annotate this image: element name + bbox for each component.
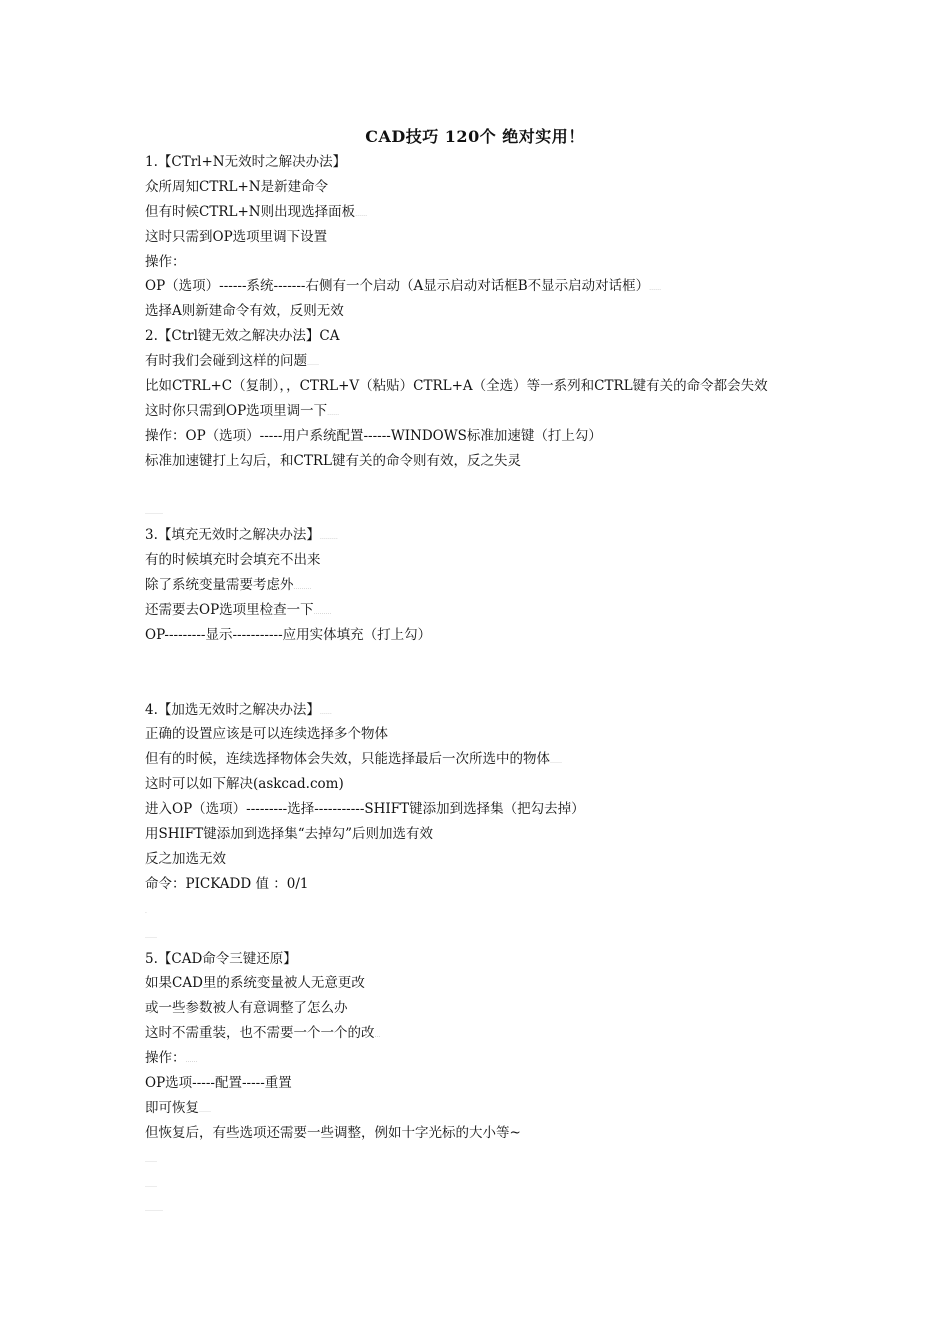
text-line — [145, 449, 865, 474]
line-text: 操作： — [145, 253, 186, 270]
text-line — [145, 747, 865, 772]
line-text: 这时不需重装，也不需要一个一个的改 — [145, 1025, 375, 1042]
line-text: 有的时候填充时会填充不出来 — [145, 552, 321, 569]
text-line — [145, 349, 865, 374]
text-line — [145, 971, 865, 996]
line-text: 3.【填充无效时之解决办法】 — [145, 527, 320, 544]
line-text: 4.【加选无效时之解决办法】 — [145, 701, 320, 718]
text-line — [145, 996, 865, 1021]
text-line — [145, 1021, 865, 1046]
line-text: 标准加速键打上勾后，和CTRL键有关的命令则有效，反之失灵 — [145, 452, 521, 469]
line-text: 用SHIFT键添加到选择集“去掉勾”后则加选有效 — [145, 826, 434, 843]
text-line — [145, 1146, 865, 1171]
text-line — [145, 150, 865, 175]
line-dots: …… — [355, 210, 368, 218]
line-dots: …… — [185, 1057, 198, 1065]
text-line — [145, 1171, 865, 1196]
text-line — [145, 872, 865, 897]
text-line — [145, 673, 865, 698]
line-text: 还需要去OP选项里检查一下 — [145, 602, 314, 619]
line-text: 有时我们会碰到这样的问题 — [145, 353, 307, 370]
line-text: 或一些参数被人有意调整了怎么办 — [145, 1000, 348, 1017]
text-line — [145, 722, 865, 747]
line-text: OP（选项）------系统-------右侧有一个启动（A显示启动对话框B不显示启动对话框） — [145, 278, 650, 295]
text-line — [145, 299, 865, 324]
text-line — [145, 548, 865, 573]
line-text: 反之加选无效 — [145, 850, 226, 867]
text-line — [145, 797, 865, 822]
line-dots: …… — [199, 1106, 211, 1114]
text-line — [145, 598, 865, 623]
line-text: 正确的设置应该是可以连续选择多个物体 — [145, 726, 388, 743]
text-line — [145, 623, 865, 648]
line-text: 但有的时候，连续选择物体会失效，只能选择最后一次所选中的物体 — [145, 751, 550, 768]
line-text: 操作：OP（选项）-----用户系统配置------WINDOWS标准加速键（打上勾） — [145, 427, 602, 444]
text-line — [145, 1096, 865, 1121]
line-dots: ……… — [293, 584, 312, 592]
line-dots: …… — [145, 932, 157, 940]
document-title: CAD技巧 120个 绝对实用！ — [365, 127, 585, 146]
text-line — [145, 374, 865, 399]
text-line — [145, 498, 865, 523]
text-line — [145, 250, 865, 275]
text-line — [145, 200, 865, 225]
line-text: 操作： — [145, 1050, 186, 1067]
line-text: 但恢复后，有些选项还需要一些调整，例如十字光标的大小等~ — [145, 1124, 521, 1141]
text-line — [145, 573, 865, 598]
text-line — [145, 822, 865, 847]
text-line — [145, 897, 865, 922]
text-line — [145, 947, 865, 972]
line-dots: …… — [649, 285, 662, 293]
text-line — [145, 1071, 865, 1096]
text-line — [145, 399, 865, 424]
line-text: OP选项-----配置-----重置 — [145, 1074, 292, 1091]
text-line — [145, 648, 865, 673]
text-line — [145, 274, 865, 299]
document-body — [145, 150, 865, 1220]
line-dots: …… — [550, 758, 562, 766]
text-line — [145, 225, 865, 250]
line-dots: . — [145, 907, 147, 915]
line-text: 即可恢复 — [145, 1099, 199, 1116]
text-line — [145, 474, 865, 499]
text-line — [145, 1046, 865, 1071]
text-line — [145, 424, 865, 449]
text-line — [145, 772, 865, 797]
line-dots: ……… — [145, 1206, 163, 1214]
line-dots: …… — [145, 1181, 157, 1189]
line-dots: ……… — [145, 509, 163, 517]
line-text: OP---------显示-----------应用实体填充（打上勾） — [145, 626, 432, 643]
line-text: 这时你只需到OP选项里调一下 — [145, 402, 328, 419]
line-text: 这时可以如下解决(askcad.com) — [145, 776, 344, 793]
line-text: 进入OP（选项）---------选择-----------SHIFT键添加到选择集（把勾去掉） — [145, 801, 585, 818]
text-line — [145, 847, 865, 872]
line-text: 除了系统变量需要考虑外 — [145, 577, 294, 594]
text-line — [145, 1121, 865, 1146]
text-line — [145, 1195, 865, 1220]
text-line — [145, 324, 865, 349]
line-text: 但有时候CTRL+N则出现选择面板 — [145, 203, 356, 220]
line-dots: …… — [145, 1156, 157, 1164]
line-text: 这时只需到OP选项里调下设置 — [145, 228, 328, 245]
line-text: 2.【Ctrl键无效之解决办法】CA — [145, 328, 340, 345]
line-dots: …… — [307, 360, 319, 368]
text-line — [145, 523, 865, 548]
line-dots: …… — [327, 409, 340, 417]
line-text: 众所周知CTRL+N是新建命令 — [145, 178, 329, 195]
line-text: 1.【CTrl+N无效时之解决办法】 — [145, 154, 347, 170]
line-text: 5.【CAD命令三键还原】 — [145, 950, 297, 967]
line-dots: ……… — [313, 609, 332, 617]
line-dots: …… — [319, 708, 332, 716]
text-line — [145, 698, 865, 723]
line-dots: ……… — [319, 534, 338, 542]
text-line — [145, 922, 865, 947]
text-line — [145, 175, 865, 200]
line-dots: … — [374, 1032, 381, 1040]
line-text: 如果CAD里的系统变量被人无意更改 — [145, 975, 365, 992]
line-text: 命令：PICKADD 值 ：0/1 — [145, 875, 309, 892]
line-text: 比如CTRL+C（复制），，CTRL+V（粘贴）CTRL+A（全选）等一系列和CTRL键有关的命令都会失效 — [145, 378, 768, 395]
line-text: 选择A则新建命令有效，反则无效 — [145, 303, 344, 320]
